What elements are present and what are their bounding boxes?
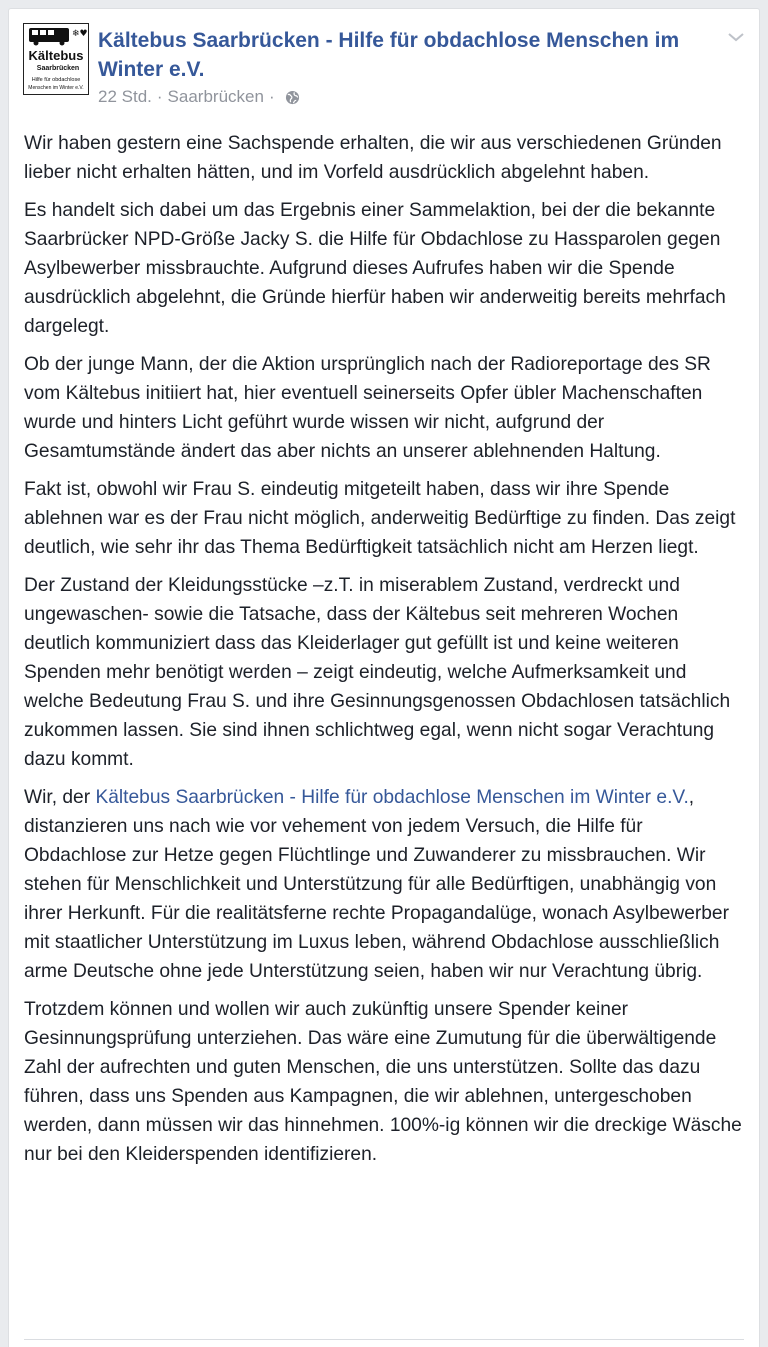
- avatar-line2: Menschen im Winter e.V.: [28, 85, 84, 91]
- paragraph-6-rest: , distanzieren uns nach wie vor vehement von jedem Versuch, die Hilfe für Obdachlose zur Hetze gegen Flüchtlinge und Zuwanderer zu missbrauchen. Wir stehen für Menschlichkeit und Unterstützung für alle Bedürftigen, unabhängig von ihrer Herkunft. Für die realitätsferne rechte Propagandalüge, wonach Asylbewerber mit staatlicher Unterstützung im Luxus leben, während Obdachlose ausschließlich arme Deutsche ohne jede Unterstützung seien, haben wir nur Verachtung übrig.: [24, 787, 729, 982]
- post-paragraph-7: Trotzdem können und wollen wir auch zukünftig unsere Spender keiner Gesinnungsprüfung unterziehen. Das wäre eine Zumutung für die überwältigende Zahl der aufrechten und guten Menschen, die uns unterstützen. Sollte das dazu führen, dass uns Spenden aus Kampagnen, die wir ablehnen, untergeschoben werden, dann müssen wir das hinnehmen. 100%-ig können wir die dreckige Wäsche nur bei den Kleiderspenden identifizieren.: [24, 999, 742, 1165]
- avatar-title: Kältebus: [28, 48, 84, 63]
- post-paragraph-4: Fakt ist, obwohl wir Frau S. eindeutig mitgeteilt haben, dass wir ihre Spende ablehnen war es der Frau nicht möglich, anderweitig Bedürftige zu finden. Das zeigt deutlich, wie sehr ihr das Thema Bedürftigkeit tatsächlich nicht am Herzen liegt.: [24, 479, 736, 558]
- post-paragraph-5: Der Zustand der Kleidungsstücke –z.T. in miserablem Zustand, verdreckt und ungewaschen- sowie die Tatsache, dass der Kältebus seit mehreren Wochen deutlich kommuniziert dass das Kleiderlager gut gefüllt ist und keine weiteren Spenden mehr benötigt werden – zeigt eindeutig, welche Aufmerksamkeit und welche Bedeutung Frau S. und ihre Gesinnungsgenossen Obdachlosen tatsächlich zukommen lassen. Sie sind ihnen schlichtweg egal, wenn nicht sogar Verachtung dazu kommt.: [24, 575, 731, 770]
- page-avatar[interactable]: [23, 23, 89, 95]
- post-divider: [24, 1339, 744, 1340]
- kaeltebus-logo-icon: [24, 24, 88, 94]
- post-header: [9, 9, 759, 109]
- paragraph-6-lead: Wir, der: [24, 787, 96, 808]
- avatar-subtitle: Saarbrücken: [36, 65, 80, 72]
- post-paragraph-3: Ob der junge Mann, der die Aktion ursprünglich nach der Radioreportage des SR vom Kältebus initiiert hat, hier eventuell seinerseits Opfer übler Machenschaften wurde und hinters Licht geführt wurde wissen wir nicht, aufgrund der Gesamtumstände ändert das aber nichts an unserer ablehnenden Haltung.: [24, 354, 711, 462]
- post-paragraph-1: Wir haben gestern eine Sachspende erhalten, die wir aus verschiedenen Gründen lieber nicht erhalten hätten, und im Vorfeld ausdrücklich abgelehnt haben.: [24, 133, 722, 183]
- page-mention-link[interactable]: Kältebus Saarbrücken - Hilfe für obdachlose Menschen im Winter e.V.: [95, 787, 689, 808]
- post-paragraph-6: [24, 783, 748, 986]
- post-body: [24, 129, 748, 1178]
- facebook-post: [8, 8, 760, 1347]
- post-location[interactable]: Saarbrücken: [167, 87, 264, 106]
- meta-separator-2: ·: [268, 87, 275, 106]
- page-name-link[interactable]: Kältebus Saarbrücken - Hilfe für obdachlose Menschen im Winter e.V.: [98, 29, 680, 81]
- avatar-line1: Hilfe für obdachlose: [31, 77, 81, 83]
- globe-icon[interactable]: [285, 90, 300, 105]
- post-paragraph-2: Es handelt sich dabei um das Ergebnis einer Sammelaktion, bei der die bekannte Saarbrücker NPD-Größe Jacky S. die Hilfe für Obdachlose zu Hassparolen gegen Asylbewerber missbrauchte. Aufgrund dieses Aufrufes haben wir die Spende ausdrücklich abgelehnt, die Gründe hierfür haben wir anderweitig bereits mehrfach dargelegt.: [24, 200, 726, 337]
- post-timestamp[interactable]: 22 Std.: [98, 87, 152, 106]
- svg-text:❄♥: ❄♥: [72, 29, 88, 39]
- chevron-down-icon[interactable]: [725, 29, 747, 45]
- post-meta: [98, 87, 300, 107]
- meta-separator: ·: [156, 87, 163, 106]
